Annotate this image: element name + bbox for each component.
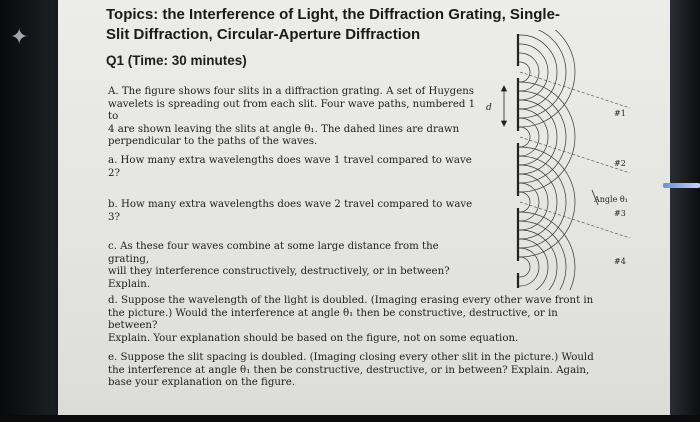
question-e-line: base your explanation on the figure.	[108, 377, 296, 389]
question-b-line: 3?	[108, 211, 120, 223]
question-d	[108, 295, 608, 345]
question-heading: Q1 (Time: 30 minutes)	[106, 53, 247, 68]
question-d-line: the picture.) Would the interference at angle θ₁ then be constructive, destructive, or in between?	[108, 307, 558, 332]
angle-label: Angle θ₁	[594, 195, 628, 204]
slit-spacing-label: d	[486, 103, 492, 113]
left-background	[0, 0, 58, 422]
wavelets-slit-1	[480, 30, 575, 127]
wave-label-2: #2	[614, 159, 626, 168]
wave-label-1: #1	[614, 109, 626, 118]
wave-label-3: #3	[614, 209, 626, 218]
question-d-line: Explain. Your explanation should be based on the figure, not on some equation.	[108, 332, 519, 344]
question-e	[108, 352, 608, 390]
right-background	[670, 0, 700, 422]
wavelets-slit-2	[480, 82, 575, 192]
part-a-line: wavelets is spreading out from each slit. Four wave paths, numbered 1 to	[108, 98, 476, 123]
question-d-line: d. Suppose the wavelength of the light is doubled. (Imaging erasing every other wave front in	[108, 295, 594, 306]
sparkle-glare-icon: ✦	[10, 25, 29, 50]
part-a-line: 4 are shown leaving the slits at angle θ₁. The dahed lines are drawn	[108, 123, 460, 135]
huygens-wavelets	[480, 30, 575, 290]
part-a-line: perpendicular to the paths of the waves.	[108, 136, 318, 148]
question-c-line: c. As these four waves combine at some large distance from the grating,	[108, 241, 439, 265]
part-a-description	[108, 86, 488, 149]
part-a-line: A. The figure shows four slits in a diffraction grating. A set of Huygens	[108, 86, 475, 97]
question-b	[108, 199, 478, 224]
question-e-line: e. Suppose the slit spacing is doubled. (Imaging closing every other slit in the picture.) Would	[108, 352, 594, 363]
bottom-background	[0, 415, 700, 422]
question-b-line: b. How many extra wavelengths does wave 2 travel compared to wave	[108, 199, 473, 210]
question-c-line: Explain.	[108, 278, 151, 290]
wave-label-4: #4	[614, 257, 626, 266]
question-a-line: 2?	[108, 167, 120, 179]
wavelets-slit-3	[480, 147, 575, 257]
question-e-line: the interference at angle θ₁ then be constructive, destructive, or in between? Explain. Again,	[108, 364, 590, 376]
diffraction-grating-figure	[480, 30, 650, 290]
question-c-line: will they interference constructively, destructively, or in between?	[108, 266, 450, 278]
topics-title-line1: Topics: the Interference of Light, the Diffraction Grating, Single-	[106, 6, 560, 23]
topics-title-line2: Slit Diffraction, Circular-Aperture Diffraction	[106, 26, 421, 43]
slit-spacing-arrow	[502, 86, 507, 126]
question-c	[108, 241, 478, 291]
question-a	[108, 155, 478, 180]
light-glare-streak	[663, 183, 700, 188]
question-a-line: a. How many extra wavelengths does wave 1 travel compared to wave	[108, 155, 472, 166]
